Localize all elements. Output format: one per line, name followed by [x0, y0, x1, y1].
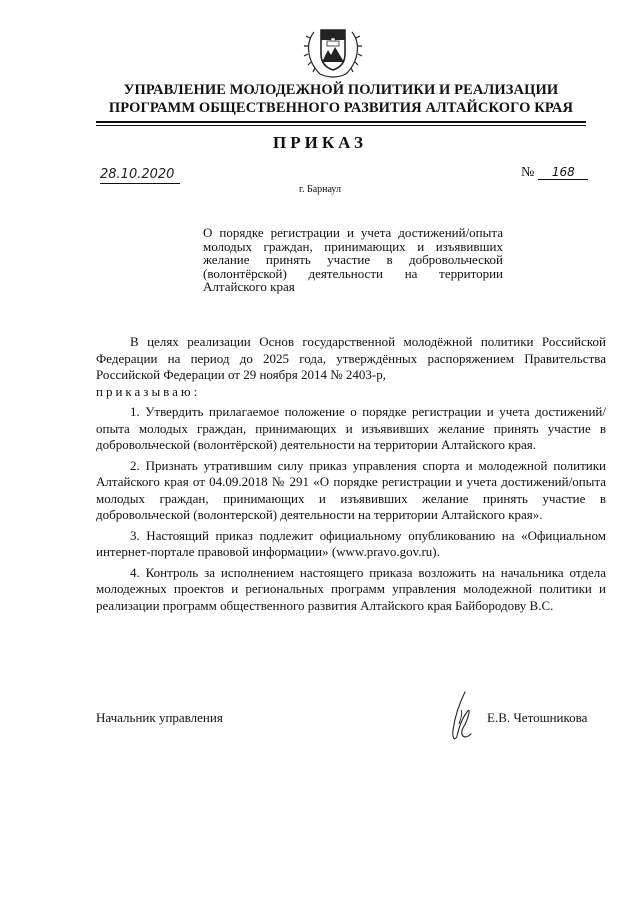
document-number-field [521, 165, 601, 181]
order-item-2: 2. Признать утратившим силу приказ управления спорта и молодежной политики Алтайского края от 04.09.2018 № 291 «О порядке регистрации и учета достижений/опыта молодых граждан, принимающих и изъявивших желание принять участие в добровольческой (волонтерской) деятельности на территории Алтайского края». [96, 457, 606, 522]
document-date: 28.10.2020 [100, 167, 180, 184]
handwritten-signature-icon [447, 690, 477, 744]
order-word: приказываю: [96, 383, 201, 399]
issuer-header [96, 81, 586, 117]
order-item-1: 1. Утвердить прилагаемое положение о порядке регистрации и учета достижений/опыта молодых граждан, принимающих и изъявивших желание принять участие в добровольческой (волонтёрской) деятельности на территории Алтайского края. [96, 404, 606, 452]
order-item-4: 4. Контроль за исполнением настоящего приказа возложить на начальника отдела молодежных проектов и региональных программ управления молодежной политики и реализации программ общественного развития Алтайского края Байбородову В.С. [96, 564, 606, 613]
header-divider [96, 121, 586, 123]
order-item-3: 3. Настоящий приказ подлежит официальному опубликованию на «Официальном интернет-портале правовой информации» (www.pravo.gov.ru). [96, 527, 606, 559]
coat-of-arms-icon [300, 18, 366, 82]
document-title: ПРИКАЗ [273, 133, 367, 152]
preamble: В целях реализации Основ государственной молодёжной политики Российской Федерации на период до 2025 года, утверждённых распоряжением Правительства Российской Федерации от 29 ноября 2014 № 2403-р, [96, 334, 606, 382]
document-body [96, 334, 606, 614]
issuer-header-line-1: УПРАВЛЕНИЕ МОЛОДЕЖНОЙ ПОЛИТИКИ И РЕАЛИЗАЦИИ [123, 82, 559, 98]
number-sign: № [521, 165, 535, 180]
document-number: 168 [538, 165, 588, 180]
document-subject: О порядке регистрации и учета достижений/опыта молодых граждан, принимающих и изъявивших желание принять участие в добровольческой (волонтёрской) деятельности на территории Алтайского края [203, 225, 503, 294]
signatory-name: Е.В. Четошникова [487, 710, 588, 725]
header-divider-thin [96, 125, 586, 126]
signatory-role: Начальник управления [96, 710, 223, 725]
document-city: г. Барнаул [299, 184, 341, 195]
issuer-header-line-2: ПРОГРАММ ОБЩЕСТВЕННОГО РАЗВИТИЯ АЛТАЙСКОГО КРАЯ [108, 100, 574, 116]
